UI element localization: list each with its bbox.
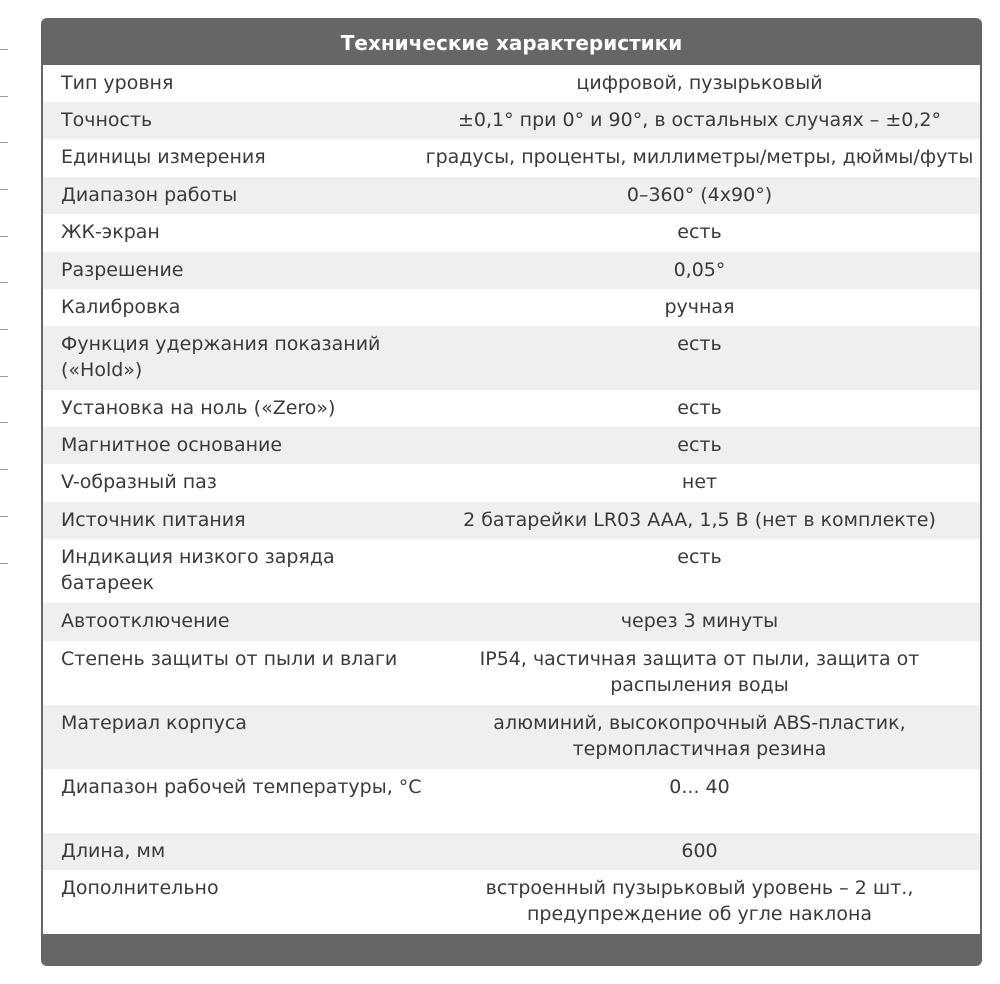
page-edge-mark bbox=[0, 376, 8, 377]
table-row bbox=[43, 464, 980, 502]
spec-name: Длина, мм bbox=[61, 840, 166, 862]
spec-value: алюминий, высокопрочный ABS-пластик, термопластичная резина bbox=[493, 712, 906, 760]
spec-name: V-образный паз bbox=[61, 471, 217, 493]
table-row bbox=[43, 214, 980, 252]
table-row bbox=[43, 252, 980, 289]
spec-value: ручная bbox=[664, 296, 735, 318]
spec-value: встроенный пузырьковый уровень – 2 шт., предупреждение об угле наклона bbox=[485, 877, 914, 925]
page-edge-mark bbox=[0, 142, 8, 143]
page-edge-mark bbox=[0, 49, 8, 50]
table-row bbox=[43, 833, 980, 870]
spec-value: 0,05° bbox=[673, 259, 726, 281]
table-row bbox=[43, 603, 980, 641]
table-row bbox=[43, 326, 980, 390]
spec-value: IP54, частичная защита от пыли, защита от распыления воды bbox=[479, 648, 920, 696]
specifications-panel bbox=[41, 18, 982, 966]
spec-name: Разрешение bbox=[61, 259, 184, 281]
spec-value: 2 батарейки LR03 AAA, 1,5 В (нет в комплекте) bbox=[463, 509, 936, 531]
page-edge-mark bbox=[0, 469, 8, 470]
spec-name: Источник питания bbox=[61, 509, 246, 531]
page-edge-mark bbox=[0, 189, 8, 190]
spec-value: 0–360° (4x90°) bbox=[626, 184, 773, 206]
spec-name: Точность bbox=[61, 109, 153, 131]
spec-name: Материал корпуса bbox=[61, 712, 247, 734]
specifications-table bbox=[43, 65, 980, 934]
table-row bbox=[43, 390, 980, 427]
table-row bbox=[43, 705, 980, 769]
spec-name: Тип уровня bbox=[61, 72, 174, 94]
spec-name: Калибровка bbox=[61, 296, 181, 318]
page-edge-mark bbox=[0, 516, 8, 517]
specifications-title: Технические характеристики bbox=[340, 31, 683, 55]
spec-value: ±0,1° при 0° и 90°, в остальных случаях – ±0,2° bbox=[458, 109, 941, 131]
page-edge-mark bbox=[0, 96, 8, 97]
spec-value: 600 bbox=[681, 840, 718, 862]
spec-value: есть bbox=[677, 221, 722, 243]
spec-name: Автоотключение bbox=[61, 610, 230, 632]
spec-name: Функция удержания показаний («Hold») bbox=[61, 333, 381, 381]
page-edge-mark bbox=[0, 236, 8, 237]
spec-value: через 3 минуты bbox=[620, 610, 779, 632]
spec-value: есть bbox=[677, 397, 722, 419]
table-row bbox=[43, 289, 980, 326]
table-row bbox=[43, 102, 980, 139]
spec-name: ЖК-экран bbox=[61, 221, 160, 243]
table-row bbox=[43, 139, 980, 177]
spec-value: есть bbox=[677, 333, 722, 355]
spec-name: Диапазон работы bbox=[61, 184, 238, 206]
table-row bbox=[43, 769, 980, 833]
spec-value: есть bbox=[677, 546, 722, 568]
spec-name: Степень защиты от пыли и влаги bbox=[61, 648, 398, 670]
table-row bbox=[43, 870, 980, 934]
spec-name: Единицы измерения bbox=[61, 146, 266, 168]
spec-name: Дополнительно bbox=[61, 877, 219, 899]
page-edge-mark bbox=[0, 329, 8, 330]
page-edge-mark bbox=[0, 422, 8, 423]
spec-name: Индикация низкого заряда батареек bbox=[61, 546, 335, 594]
spec-value: есть bbox=[677, 434, 722, 456]
table-row bbox=[43, 65, 980, 102]
table-row bbox=[43, 502, 980, 539]
spec-name: Установка на ноль («Zero») bbox=[61, 397, 336, 419]
table-row bbox=[43, 641, 980, 705]
page-edge-mark bbox=[0, 563, 8, 564]
table-row bbox=[43, 177, 980, 214]
spec-value: 0... 40 bbox=[669, 776, 730, 798]
spec-value: градусы, проценты, миллиметры/метры, дюймы/футы bbox=[425, 146, 974, 168]
spec-name: Диапазон рабочей температуры, °С bbox=[61, 776, 422, 798]
page-edge-mark bbox=[0, 282, 8, 283]
spec-name: Магнитное основание bbox=[61, 434, 283, 456]
spec-value: нет bbox=[681, 471, 718, 493]
spec-value: цифровой, пузырьковый bbox=[576, 72, 823, 94]
table-row bbox=[43, 539, 980, 603]
table-row bbox=[43, 427, 980, 464]
